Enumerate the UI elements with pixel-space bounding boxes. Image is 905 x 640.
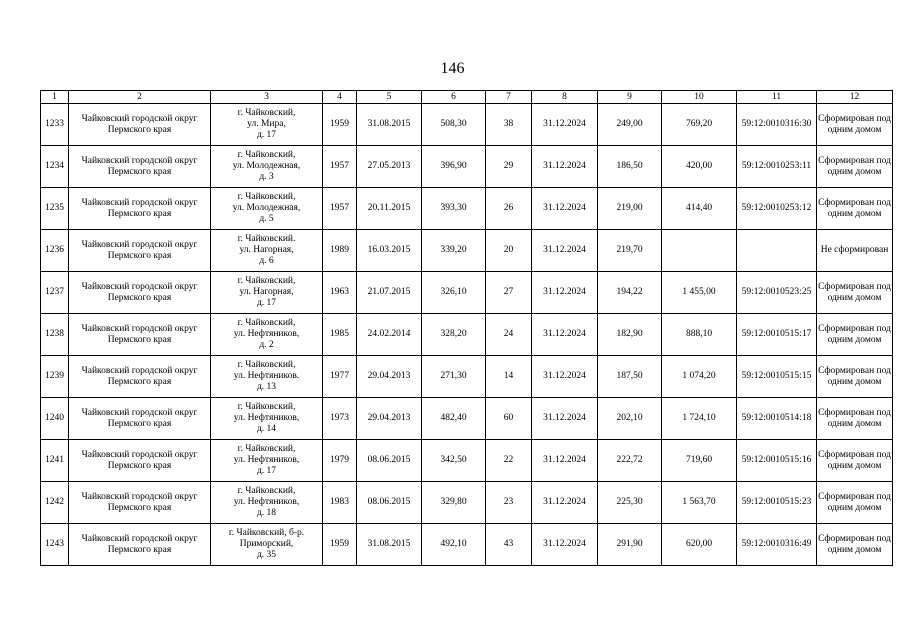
page-number: 146 — [440, 60, 465, 77]
residents-cell: 14 — [486, 356, 532, 398]
owner-cell: Чайковский городской округ Пермского края — [69, 272, 211, 314]
address-cell — [211, 314, 323, 356]
status-cell: Сформирован под одним домом — [817, 272, 893, 314]
value-cell: 291,90 — [598, 524, 662, 566]
owner-cell: Чайковский городской округ Пермского края — [69, 188, 211, 230]
address-cell — [211, 104, 323, 146]
column-header: 3 — [211, 91, 323, 104]
land-area-cell: 1 563,70 — [662, 482, 737, 524]
address-line: ул. Нефтяников, — [233, 455, 300, 465]
land-area-cell: 769,20 — [662, 104, 737, 146]
cadastral-cell: 59:12:0010515:23 — [737, 482, 817, 524]
cadastral-cell: 59:12:0010515:16 — [737, 440, 817, 482]
row-number: 1233 — [41, 104, 69, 146]
deadline-cell: 31.12.2024 — [532, 230, 598, 272]
area-cell: 328,20 — [422, 314, 486, 356]
deadline-cell: 31.12.2024 — [532, 398, 598, 440]
address-line: ул. Нагорная, — [239, 245, 294, 255]
land-area-cell: 888,10 — [662, 314, 737, 356]
column-header: 12 — [817, 91, 893, 104]
area-cell: 393,30 — [422, 188, 486, 230]
column-header: 2 — [69, 91, 211, 104]
row-number: 1239 — [41, 356, 69, 398]
residents-cell: 22 — [486, 440, 532, 482]
row-number: 1235 — [41, 188, 69, 230]
date-cell: 24.02.2014 — [357, 314, 422, 356]
status-cell: Сформирован под одним домом — [817, 104, 893, 146]
table-row — [41, 440, 893, 482]
address-line: д. 18 — [256, 508, 277, 518]
address-line: г. Чайковский, — [237, 402, 296, 412]
column-header: 6 — [422, 91, 486, 104]
residents-cell: 38 — [486, 104, 532, 146]
address-line: д. 17 — [256, 466, 277, 476]
column-header: 9 — [598, 91, 662, 104]
area-cell: 271,30 — [422, 356, 486, 398]
date-cell: 08.06.2015 — [357, 440, 422, 482]
cadastral-cell: 59:12:0010523:25 — [737, 272, 817, 314]
row-number: 1240 — [41, 398, 69, 440]
column-header: 11 — [737, 91, 817, 104]
address-line: ул. Нагорная, — [239, 287, 294, 297]
land-area-cell — [662, 230, 737, 272]
value-cell: 194,22 — [598, 272, 662, 314]
address-line: ул. Мира, — [247, 119, 286, 129]
deadline-cell: 31.12.2024 — [532, 104, 598, 146]
address-line: г. Чайковский, — [237, 108, 296, 118]
value-cell: 219,00 — [598, 188, 662, 230]
date-cell: 20.11.2015 — [357, 188, 422, 230]
column-header: 5 — [357, 91, 422, 104]
address-line: д. 2 — [259, 340, 274, 350]
address-cell — [211, 146, 323, 188]
value-cell: 219,70 — [598, 230, 662, 272]
status-cell: Не сформирован — [817, 230, 893, 272]
owner-cell: Чайковский городской округ Пермского края — [69, 230, 211, 272]
area-cell: 326,10 — [422, 272, 486, 314]
owner-cell: Чайковский городской округ Пермского края — [69, 440, 211, 482]
date-cell: 21.07.2015 — [357, 272, 422, 314]
year-cell: 1989 — [323, 230, 357, 272]
table-row — [41, 230, 893, 272]
owner-cell: Чайковский городской округ Пермского края — [69, 104, 211, 146]
address-line: д. 3 — [259, 172, 274, 182]
area-cell: 339,20 — [422, 230, 486, 272]
address-line: г. Чайковский. — [237, 234, 296, 244]
status-cell: Сформирован под одним домом — [817, 146, 893, 188]
cadastral-cell: 59:12:0010316:49 — [737, 524, 817, 566]
address-line: д. 17 — [256, 130, 277, 140]
address-cell — [211, 272, 323, 314]
area-cell: 482,40 — [422, 398, 486, 440]
cadastral-cell: 59:12:0010253:11 — [737, 146, 817, 188]
row-number: 1243 — [41, 524, 69, 566]
address-line: ул. Нефтяников, — [233, 413, 300, 423]
year-cell: 1983 — [323, 482, 357, 524]
table-row — [41, 146, 893, 188]
value-cell: 182,90 — [598, 314, 662, 356]
row-number: 1238 — [41, 314, 69, 356]
deadline-cell: 31.12.2024 — [532, 272, 598, 314]
address-cell — [211, 230, 323, 272]
row-number: 1236 — [41, 230, 69, 272]
column-header: 1 — [41, 91, 69, 104]
value-cell: 249,00 — [598, 104, 662, 146]
cadastral-cell: 59:12:0010253:12 — [737, 188, 817, 230]
address-line: ул. Нефтяников. — [233, 371, 300, 381]
address-line: ул. Молодежная, — [232, 203, 301, 213]
address-line: г. Чайковский, — [237, 486, 296, 496]
date-cell: 27.05.2013 — [357, 146, 422, 188]
column-header: 4 — [323, 91, 357, 104]
deadline-cell: 31.12.2024 — [532, 524, 598, 566]
address-line: г. Чайковский, — [237, 444, 296, 454]
year-cell: 1963 — [323, 272, 357, 314]
table-row — [41, 398, 893, 440]
area-cell: 342,50 — [422, 440, 486, 482]
housing-table — [40, 90, 893, 566]
address-line: г. Чайковский, б-р. — [228, 528, 305, 538]
table-row — [41, 188, 893, 230]
residents-cell: 23 — [486, 482, 532, 524]
area-cell: 508,30 — [422, 104, 486, 146]
table-row — [41, 482, 893, 524]
deadline-cell: 31.12.2024 — [532, 440, 598, 482]
address-line: г. Чайковский, — [237, 192, 296, 202]
date-cell: 29.04.2013 — [357, 398, 422, 440]
value-cell: 186,50 — [598, 146, 662, 188]
address-line: ул. Нефтяников, — [233, 329, 300, 339]
value-cell: 187,50 — [598, 356, 662, 398]
address-line: д. 17 — [256, 298, 277, 308]
address-line: ул. Молодежная, — [232, 161, 301, 171]
residents-cell: 24 — [486, 314, 532, 356]
owner-cell: Чайковский городской округ Пермского края — [69, 314, 211, 356]
date-cell: 31.08.2015 — [357, 104, 422, 146]
row-number: 1237 — [41, 272, 69, 314]
land-area-cell: 414,40 — [662, 188, 737, 230]
deadline-cell: 31.12.2024 — [532, 482, 598, 524]
deadline-cell: 31.12.2024 — [532, 146, 598, 188]
area-cell: 329,80 — [422, 482, 486, 524]
cadastral-cell: 59:12:0010316:30 — [737, 104, 817, 146]
owner-cell: Чайковский городской округ Пермского края — [69, 146, 211, 188]
date-cell: 31.08.2015 — [357, 524, 422, 566]
status-cell: Сформирован под одним домом — [817, 482, 893, 524]
value-cell: 222,72 — [598, 440, 662, 482]
date-cell: 08.06.2015 — [357, 482, 422, 524]
address-line: д. 35 — [256, 550, 277, 560]
residents-cell: 20 — [486, 230, 532, 272]
land-area-cell: 1 455,00 — [662, 272, 737, 314]
table-row — [41, 104, 893, 146]
row-number: 1241 — [41, 440, 69, 482]
status-cell: Сформирован под одним домом — [817, 188, 893, 230]
owner-cell: Чайковский городской округ Пермского края — [69, 356, 211, 398]
table-row — [41, 314, 893, 356]
land-area-cell: 719,60 — [662, 440, 737, 482]
row-number: 1234 — [41, 146, 69, 188]
year-cell: 1979 — [323, 440, 357, 482]
owner-cell: Чайковский городской округ Пермского края — [69, 482, 211, 524]
land-area-cell: 1 074,20 — [662, 356, 737, 398]
row-number: 1242 — [41, 482, 69, 524]
area-cell: 492,10 — [422, 524, 486, 566]
owner-cell: Чайковский городской округ Пермского края — [69, 398, 211, 440]
owner-cell: Чайковский городской округ Пермского края — [69, 524, 211, 566]
address-line: Приморский, — [239, 539, 294, 549]
address-line: г. Чайковский, — [237, 150, 296, 160]
status-cell: Сформирован под одним домом — [817, 356, 893, 398]
address-cell — [211, 524, 323, 566]
address-cell — [211, 356, 323, 398]
address-line: д. 6 — [259, 256, 274, 266]
residents-cell: 29 — [486, 146, 532, 188]
deadline-cell: 31.12.2024 — [532, 356, 598, 398]
column-header: 10 — [662, 91, 737, 104]
year-cell: 1959 — [323, 524, 357, 566]
status-cell: Сформирован под одним домом — [817, 440, 893, 482]
status-cell: Сформирован под одним домом — [817, 314, 893, 356]
address-line: г. Чайковский, — [237, 360, 296, 370]
table-row — [41, 524, 893, 566]
column-header: 8 — [532, 91, 598, 104]
header-row — [41, 91, 893, 104]
value-cell: 225,30 — [598, 482, 662, 524]
address-line: ул. Нефтяников, — [233, 497, 300, 507]
year-cell: 1957 — [323, 146, 357, 188]
address-line: г. Чайковский, — [237, 318, 296, 328]
year-cell: 1957 — [323, 188, 357, 230]
address-cell — [211, 440, 323, 482]
status-cell: Сформирован под одним домом — [817, 524, 893, 566]
land-area-cell: 620,00 — [662, 524, 737, 566]
cadastral-cell: 59:12:0010515:15 — [737, 356, 817, 398]
residents-cell: 60 — [486, 398, 532, 440]
cadastral-cell — [737, 230, 817, 272]
cadastral-cell: 59:12:0010515:17 — [737, 314, 817, 356]
deadline-cell: 31.12.2024 — [532, 188, 598, 230]
table-row — [41, 356, 893, 398]
year-cell: 1959 — [323, 104, 357, 146]
address-cell — [211, 482, 323, 524]
residents-cell: 43 — [486, 524, 532, 566]
address-line: г. Чайковский, — [237, 276, 296, 286]
year-cell: 1977 — [323, 356, 357, 398]
land-area-cell: 1 724,10 — [662, 398, 737, 440]
value-cell: 202,10 — [598, 398, 662, 440]
cadastral-cell: 59:12:0010514:18 — [737, 398, 817, 440]
column-header: 7 — [486, 91, 532, 104]
address-line: д. 5 — [259, 214, 274, 224]
land-area-cell: 420,00 — [662, 146, 737, 188]
status-cell: Сформирован под одним домом — [817, 398, 893, 440]
address-line: д. 13 — [256, 382, 277, 392]
year-cell: 1985 — [323, 314, 357, 356]
table-row — [41, 272, 893, 314]
address-cell — [211, 188, 323, 230]
residents-cell: 26 — [486, 188, 532, 230]
date-cell: 16.03.2015 — [357, 230, 422, 272]
year-cell: 1973 — [323, 398, 357, 440]
area-cell: 396,90 — [422, 146, 486, 188]
date-cell: 29.04.2013 — [357, 356, 422, 398]
address-cell — [211, 398, 323, 440]
deadline-cell: 31.12.2024 — [532, 314, 598, 356]
address-line: д. 14 — [256, 424, 277, 434]
residents-cell: 27 — [486, 272, 532, 314]
